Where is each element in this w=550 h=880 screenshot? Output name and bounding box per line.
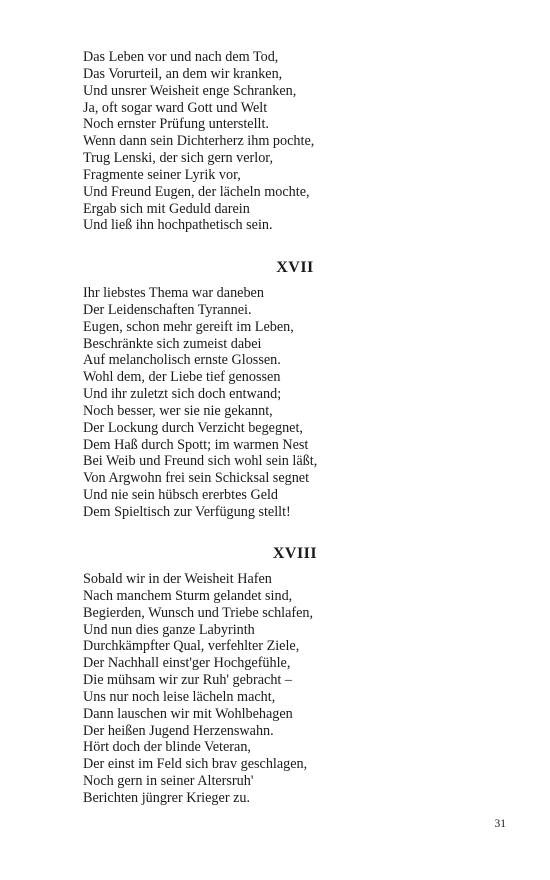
verse-line: Das Leben vor und nach dem Tod, (83, 49, 279, 65)
verse-line: Und ließ ihn hochpathetisch sein. (83, 217, 273, 234)
stanza-heading-xvii: XVII (276, 259, 314, 276)
verse-line: Ergab sich mit Geduld darein (83, 200, 250, 217)
verse-line: Nach manchem Sturm gelandet sind, (83, 587, 293, 604)
verse-line: Der Leidenschaften Tyrannei. (83, 301, 252, 318)
verse-line: Bei Weib und Freund sich wohl sein läßt, (83, 453, 318, 470)
page-number: 31 (494, 818, 506, 830)
verse-line: Eugen, schon mehr gereift im Leben, (83, 318, 294, 335)
verse-line: Berichten jüngrer Krieger zu. (83, 789, 251, 806)
verse-line: Hört doch der blinde Veteran, (83, 739, 251, 756)
verse-line: Noch besser, wer sie nie gekannt, (83, 402, 273, 419)
verse-line: Die mühsam wir zur Ruh' gebracht – (83, 672, 293, 689)
stanza-xviii (83, 571, 383, 807)
stanza-heading-xviii: XVIII (272, 545, 318, 562)
verse-line: Dem Spieltisch zur Verfügung stellt! (83, 503, 291, 520)
verse-line: Ihr liebstes Thema war daneben (83, 285, 264, 301)
verse-line: Und Freund Eugen, der lächeln mochte, (83, 183, 310, 200)
verse-line: Von Argwohn frei sein Schicksal segnet (83, 470, 310, 487)
verse-line: Beschränkte sich zumeist dabei (83, 335, 262, 352)
verse-line: Der heißen Jugend Herzenswahn. (83, 722, 274, 739)
verse-line: Sobald wir in der Weisheit Hafen (83, 571, 272, 587)
verse-line: Begierden, Wunsch und Triebe schlafen, (83, 604, 314, 621)
verse-line: Wohl dem, der Liebe tief genossen (83, 369, 281, 386)
verse-line: Das Vorurteil, an dem wir kranken, (83, 65, 283, 82)
verse-line: Auf melancholisch ernste Glossen. (83, 352, 281, 369)
verse-line: Der Lockung durch Verzicht begegnet, (83, 419, 303, 436)
stanza-xvi-continuation (83, 49, 383, 234)
verse-line: Und unsrer Weisheit enge Schranken, (83, 82, 297, 99)
verse-line: Uns nur noch leise lächeln macht, (83, 688, 276, 705)
stanza-xvii (83, 285, 383, 521)
verse-line: Noch gern in seiner Altersruh' (83, 773, 254, 790)
verse-line: Ja, oft sogar ward Gott und Welt (83, 99, 268, 116)
verse-line: Und ihr zuletzt sich doch entwand; (83, 386, 282, 403)
verse-line: Dann lauschen wir mit Wohlbehagen (83, 705, 293, 722)
verse-line: Wenn dann sein Dichterherz ihm pochte, (83, 133, 315, 150)
verse-line: Dem Haß durch Spott; im warmen Nest (83, 436, 309, 453)
verse-line: Und nie sein hübsch ererbtes Geld (83, 487, 279, 504)
verse-line: Der Nachhall einst'ger Hochgefühle, (83, 655, 291, 672)
verse-line: Fragmente seiner Lyrik vor, (83, 166, 241, 183)
verse-line: Und nun dies ganze Labyrinth (83, 621, 255, 638)
verse-line: Der einst im Feld sich brav geschlagen, (83, 756, 308, 773)
verse-line: Trug Lenski, der sich gern verlor, (83, 150, 274, 167)
verse-line: Durchkämpfter Qual, verfehlter Ziele, (83, 638, 300, 655)
verse-line: Noch ernster Prüfung unterstellt. (83, 116, 269, 133)
